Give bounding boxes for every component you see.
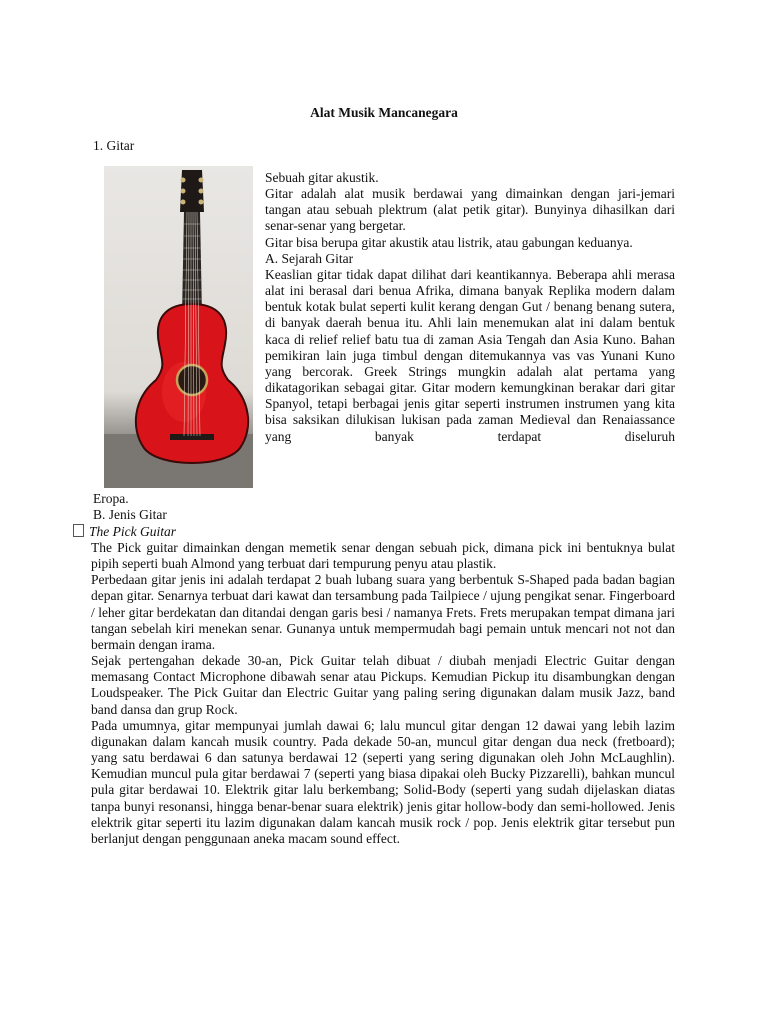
page-title: Alat Musik Mancanegara	[310, 105, 458, 120]
bullet-box-icon	[73, 524, 84, 537]
body-paragraph: Sejak pertengahan dekade 30-an, Pick Guitar telah dibuat / diubah menjadi Electric Guitar dengan memasang Contact Microphone dibawah senar atau Pickups. Kemudian Pickup itu disambungkan dengan Loudspeaker. The Pick Guitar dan Electric Guitar yang paling sering digunakan dalam musik Jazz, band band dansa dan grup Rock.	[91, 653, 675, 717]
body-text	[91, 540, 675, 847]
body-paragraph: The Pick guitar dimainkan dengan memetik senar dengan sebuah pick, dimana pick ini bentuknya bulat pipih seperti buah Almond yang terbuat dari tempurung penyu atau plastik.	[91, 540, 675, 572]
subheading-jenis: B. Jenis Gitar	[93, 507, 167, 523]
subheading-sejarah: A. Sejarah Gitar	[265, 250, 354, 266]
section-heading: 1. Gitar	[93, 138, 135, 153]
intro-paragraph: Gitar bisa berupa gitar akustik atau listrik, atau gabungan keduanya.	[265, 234, 633, 250]
intro-text	[265, 170, 675, 445]
intro-paragraph: Gitar adalah alat musik berdawai yang dimainkan dengan jari-jemari tangan atau sebuah plektrum (alat petik gitar). Bunyinya dihasilkan dari senar-senar yang bergetar.	[265, 186, 675, 234]
body-paragraph: Perbedaan gitar jenis ini adalah terdapat 2 buah lubang suara yang berbentuk S-Shaped pada badan bagian depan gitar. Senarnya terbuat dari kawat dan tersambung pada Tailpiece / ujung pengikat senar. Fingerboard / leher gitar berdekatan dan ditandai dengan garis besi / namanya Frets. Frets merupakan tempat dimana jari tangan sebelah kiri menekan senar. Gunanya untuk mempermudah bagi pemain untuk mencari not not dan bermain dengan irama.	[91, 572, 675, 652]
bullet-heading	[73, 524, 176, 540]
guitar-photo	[104, 166, 253, 488]
bullet-title: The Pick Guitar	[89, 524, 176, 539]
acoustic-guitar-icon	[104, 166, 253, 488]
continuation-text: Eropa.	[93, 491, 129, 506]
history-paragraph: Keaslian gitar tidak dapat dilihat dari keantikannya. Beberapa ahli merasa alat ini berasal dari benua Afrika, dimana banyak Replika modern dalam bentuk kotak bulat seperti kulit kerang dengan Gut / benang benang sutera, di banyak daerah benua itu. Ahli lain menemukan alat ini dalam bentuk kaca di relief relief batu tua di zaman Asia Tengah dan Asia Kuno. Bahan pemikiran lain juga timbul dengan ditemukannya vas vas Yunani Kuno yang bercorak. Greek Strings mungkin adalah alat pertama yang dikatagorikan sebagai gitar. Gitar modern kemungkinan berakar dari gitar Spanyol, tetapi berbagai jenis gitar seperti instrumen instrumen yang kita bisa saksikan dilukisan lukisan pada zaman Medieval dan Renaiassance yang banyak terdapat diseluruh	[265, 266, 675, 444]
body-paragraph: Pada umumnya, gitar mempunyai jumlah dawai 6; lalu muncul gitar dengan 12 dawai yang lebih lazim digunakan dalam kancah musik country. Pada dekade 50-an, muncul gitar dengan dua neck (fretboard); yang satu berdawai 6 dan satunya berdawai 12 (seperti yang sering digunakan oleh John McLaughlin). Kemudian muncul pula gitar berdawai 7 (seperti yang biasa dipakai oleh Bucky Pizzarelli), bahkan muncul pula gitar berdawai 10. Elektrik gitar lalu berkembang; Solid-Body (seperti yang sudah dijelaskan diatas tanpa bunyi resonansi, hingga benar-benar suara elektrik) jenis gitar hollow-body dan semi-hollowed. Jenis elektrik gitar seperti itu lazim digunakan dalam kancah musik rock / pop. Jenis elektrik gitar tersebut pun berlanjut dengan penggunaan aneka macam sound effect.	[91, 717, 675, 846]
continuation-block	[93, 491, 683, 523]
intro-paragraph: Sebuah gitar akustik.	[265, 170, 379, 185]
